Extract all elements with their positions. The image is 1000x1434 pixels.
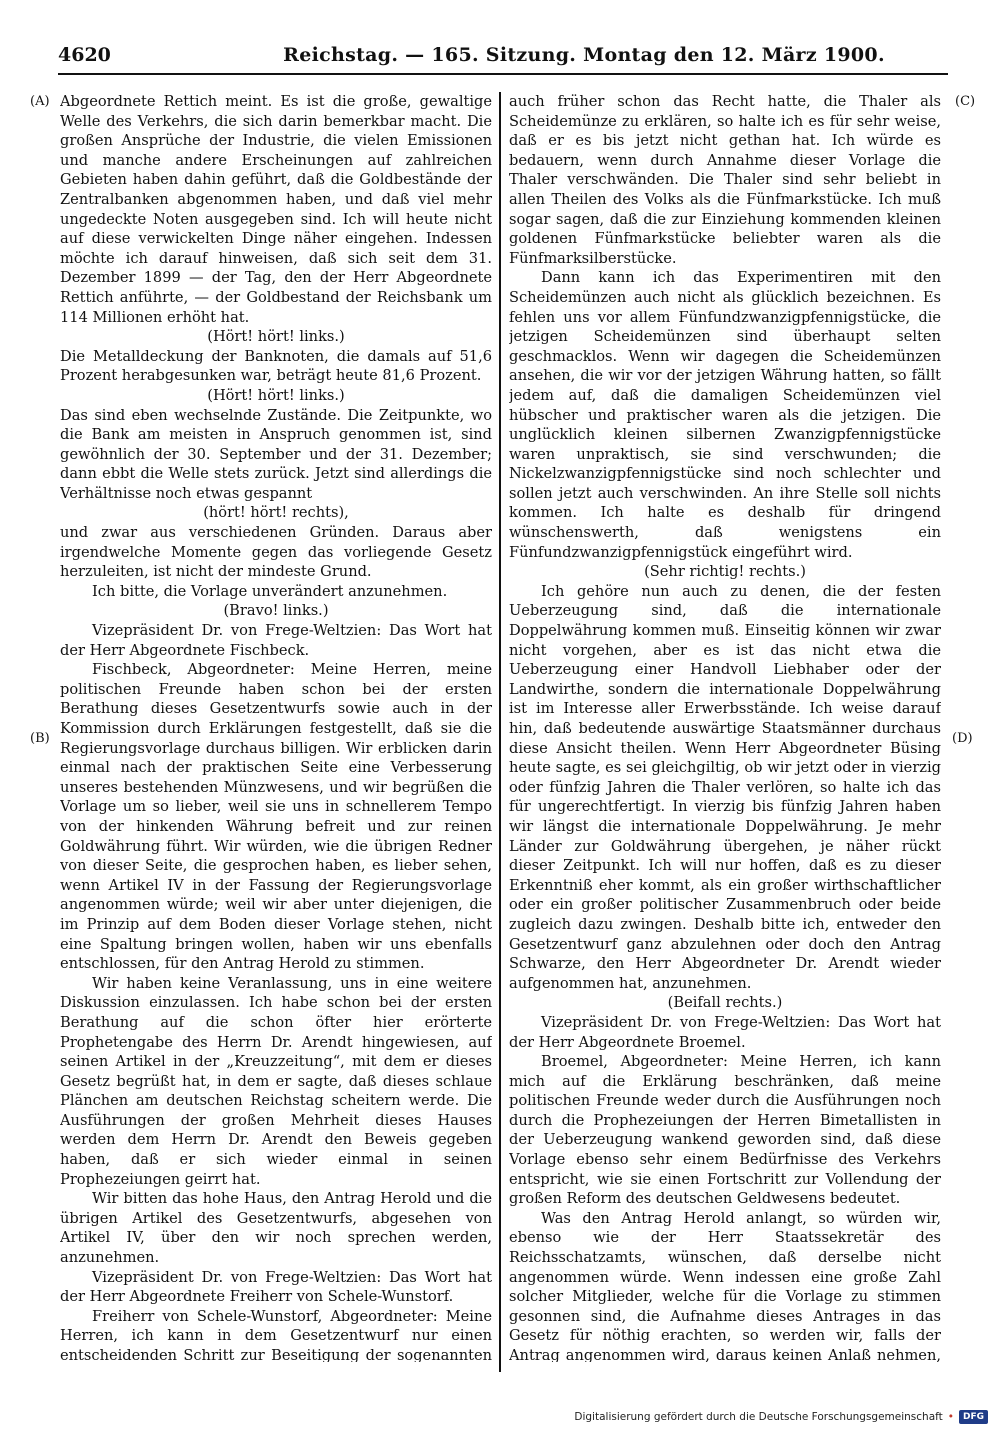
speech-schele-wunstorf: Freiherr von Schele-Wunstorf, Abgeordneter: Meine Herren, ich kann in dem Gesetzentwurf nur einen entscheidenden Schritt zur Beseitigung der sogenannten — [60, 1307, 492, 1362]
dfg-logo: DFG — [959, 1410, 988, 1424]
speech-fischbeck: Fischbeck, Abgeordneter: Meine Herren, meine politischen Freunde haben schon bei der ersten Berathung dieses Gesetzentwurfs sowie auch in der Kommission durch Erklärungen festgestellt, daß sie die Regierungsvorlage durchaus billigen. Wir erblicken darin einmal nach der praktischen Seite eine Verbesserung unseres bestehenden Münzwesens, und wir begrüßen die Vorlage um so lieber, weil sie uns in schnellerem Tempo von der hinkenden Währung befreit und zur reinen Goldwährung führt. Wir würden, wie die übrigen Redner von dieser Seite, die gesprochen haben, es lieber sehen, wenn Artikel IV in der Fassung der Regierungsvorlage angenommen würde; weil wir aber unter diejenigen, die im Prinzip auf dem Boden dieser Vorlage stehen, nicht eine Spaltung bringen wollen, haben wir uns ebenfalls entschlossen, für den Antrag Herold zu stimmen. — [60, 661, 492, 973]
paragraph: Ich gehöre nun auch zu denen, die der festen Ueberzeugung sind, daß die internationale Doppelwährung kommen muß. Einseitig können wir zwar nicht vorgehen, aber es ist das nicht etwa die Ueberzeugung einer Handvoll Liebhaber oder der Landwirthe, sondern die internationale Doppelwährung ist im Interesse aller Erwerbsstände. Ich weise darauf hin, daß bedeutende auswärtige Staatsmänner durchaus diese Ansicht theilen. Wenn Herr Abgeordneter Büsing heute sagte, es sei gleichgiltig, ob wir jetzt oder in vierzig oder fünfzig Jahren die Thaler verlören, so halte ich das für ungerechtfertigt. In vierzig bis fünfzig Jahren haben wir längst die internationale Doppelwährung. Je mehr Länder zur Goldwährung übergehen, je näher rückt dieser Zeitpunkt. Ich will nur hoffen, daß es zu dieser Erkenntniß eher kommt, als ein großer wirthschaftlicher oder ein großer politischer Zusammenbruch oder beide zugleich dazu zwingen. Deshalb bitte ich, entweder den Gesetzentwurf ganz abzulehnen oder doch den Antrag Schwarze, den Herr Abgeordneter Dr. Arendt wieder aufgenommen hat, anzunehmen. — [509, 582, 941, 992]
interjection: (Sehr richtig! rechts.) — [644, 563, 806, 581]
paragraph: Wir haben keine Veranlassung, uns in eine weitere Diskussion einzulassen. Ich habe schon bei der ersten Berathung auf die schon öfter hier erörterte Prophetengabe des Herrn Dr. Arendt hingewiesen, auf seinen Artikel in der „Kreuzzeitung“, mit dem er dieses Gesetz begrüßt hat, in dem er sagte, daß dieses schlaue Plänchen am deutschen Reichstag scheitern werde. Die Ausführungen der großen Mehrheit dieses Hauses werden dem Herrn Dr. Arendt den Beweis gegeben haben, daß er sich wieder einmal in seinen Prophezeiungen geirrt hat. — [60, 974, 492, 1188]
paragraph: Ich bitte, die Vorlage unverändert anzunehmen. — [92, 582, 448, 600]
digitization-credit — [574, 1410, 988, 1424]
speech-broemel: Broemel, Abgeordneter: Meine Herren, ich kann mich auf die Erklärung beschränken, daß meine politischen Freunde weder durch die Ausführungen noch durch die Prophezeiungen der Herren Bimetallisten in der Ueberzeugung wankend geworden sind, daß diese Vorlage ebenso sehr einem Bedürfnisse des Verkehrs entspricht, wie sie einen Fortschritt zur Vollendung der großen Reform des deutschen Geldwesens bedeutet. — [509, 1053, 941, 1208]
margin-mark-c: (C) — [955, 94, 976, 109]
credit-text: Digitalisierung gefördert durch die Deutsche Forschungsgemeinschaft — [574, 1411, 943, 1423]
margin-mark-d: (D) — [952, 731, 973, 746]
interjection: (hört! hört! rechts), — [203, 504, 349, 522]
left-column — [60, 92, 492, 1362]
interjection: (Hört! hört! links.) — [207, 386, 345, 404]
chair-remark: Vizepräsident Dr. von Frege-Weltzien: Das Wort hat der Herr Abgeordnete Fischbeck. — [60, 622, 492, 659]
paragraph: Wir bitten das hohe Haus, den Antrag Herold und die übrigen Artikel des Gesetzentwurfs, abgesehen von Artikel IV, über den wir noch sprechen werden, anzunehmen. — [60, 1190, 492, 1267]
header-rule — [58, 73, 948, 75]
paragraph: Was den Antrag Herold anlangt, so würden wir, ebenso wie der Herr Staatssekretär des Reichsschatzamts, wünschen, daß derselbe nicht angenommen würde. Wenn indessen eine große Zahl solcher Mitglieder, welche für die Vorlage zu stimmen gesonnen sind, die Aufnahme dieses Antrages in das Gesetz für nöthig erachten, so werden wir, falls der Antrag angenommen wird, daraus keinen Anlaß nehmen, — [509, 1209, 941, 1362]
interjection: (Bravo! links.) — [223, 602, 329, 620]
paragraph: Abgeordnete Rettich meint. Es ist die große, gewaltige Welle des Verkehrs, die sich darin bemerkbar macht. Die großen Ansprüche der Industrie, die vielen Emissionen und manche andere Erscheinungen auf zahlreichen Gebieten haben dahin geführt, daß die Goldbestände der Zentralbanken abgenommen haben, und daß viel mehr ungedeckte Noten ausgegeben sind. Ich will heute nicht auf diese verwickelten Dinge näher eingehen. Indessen möchte ich darauf hinweisen, daß sich seit dem 31. Dezember 1899 — der Tag, den der Herr Abgeordnete Rettich anführte, — der Goldbestand der Reichsbank um 114 Millionen erhöht hat. — [60, 93, 492, 326]
paragraph: auch früher schon das Recht hatte, die Thaler als Scheidemünze zu erklären, so halte ich es für sehr weise, daß er es bis jetzt nicht gethan hat. Ich würde es bedauern, wenn durch Annahme dieser Vorlage die Thaler verschwänden. Die Thaler sind sehr beliebt in allen Theilen des Volks als die Fünfmarkstücke. Ich muß sogar sagen, daß die zur Einziehung kommenden kleinen goldenen Fünfmarkstücke beliebter waren als die Fünfmarksilberstücke. — [509, 93, 941, 267]
paragraph: Das sind eben wechselnde Zustände. Die Zeitpunkte, wo die Bank am meisten in Anspruch genommen ist, sind gewöhnlich der 30. September und der 31. Dezember; dann ebbt die Welle stets zurück. Jetzt sind allerdings die Verhältnisse noch etwas gespannt — [60, 406, 492, 502]
separator-dot: • — [947, 1411, 954, 1423]
interjection: (Beifall rechts.) — [667, 994, 783, 1012]
page-header — [58, 40, 950, 70]
paragraph: Dann kann ich das Experimentiren mit den Scheidemünzen auch nicht als glücklich bezeichnen. Es fehlen uns vor allem Fünfundzwanzigpfennigstücke, die jetzigen Scheidemünzen sind überhaupt selten geschmacklos. Wenn wir dagegen die Scheidemünzen ansehen, die wir vor der jetzigen Währung hatten, so fällt jedem auf, daß die damaligen Scheidemünzen viel hübscher und praktischer waren als die jetzigen. Die unglücklich kleinen silbernen Zwanzigpfennigstücke waren unpraktisch, sie sind verschwunden; die Nickelzwanzigpfennigstücke sind noch schlechter und sollen jetzt auch verschwinden. An ihre Stelle soll nichts kommen. Ich halte es deshalb für dringend wünschenswerth, daß wenigstens ein Fünfundzwanzigpfennigstück eingeführt wird. — [509, 269, 941, 561]
column-divider — [499, 92, 501, 1372]
chair-remark: Vizepräsident Dr. von Frege-Weltzien: Das Wort hat der Herr Abgeordnete Freiherr von Schele-Wunstorf. — [60, 1268, 492, 1306]
page-number: 4620 — [58, 44, 111, 66]
paragraph: und zwar aus verschiedenen Gründen. Daraus aber irgendwelche Momente gegen das vorliegende Gesetz herzuleiten, ist nicht der mindeste Grund. — [60, 524, 492, 581]
margin-mark-a: (A) — [30, 94, 50, 109]
right-column — [509, 92, 941, 1362]
chair-remark: Vizepräsident Dr. von Frege-Weltzien: Das Wort hat der Herr Abgeordnete Broemel. — [509, 1013, 941, 1051]
margin-mark-b: (B) — [30, 731, 50, 746]
paragraph: Die Metalldeckung der Banknoten, die damals auf 51,6 Prozent herabgesunken war, beträgt heute 81,6 Prozent. — [60, 347, 492, 385]
running-head: Reichstag. — 165. Sitzung. Montag den 12. März 1900. — [283, 44, 885, 66]
interjection: (Hört! hört! links.) — [207, 328, 345, 346]
